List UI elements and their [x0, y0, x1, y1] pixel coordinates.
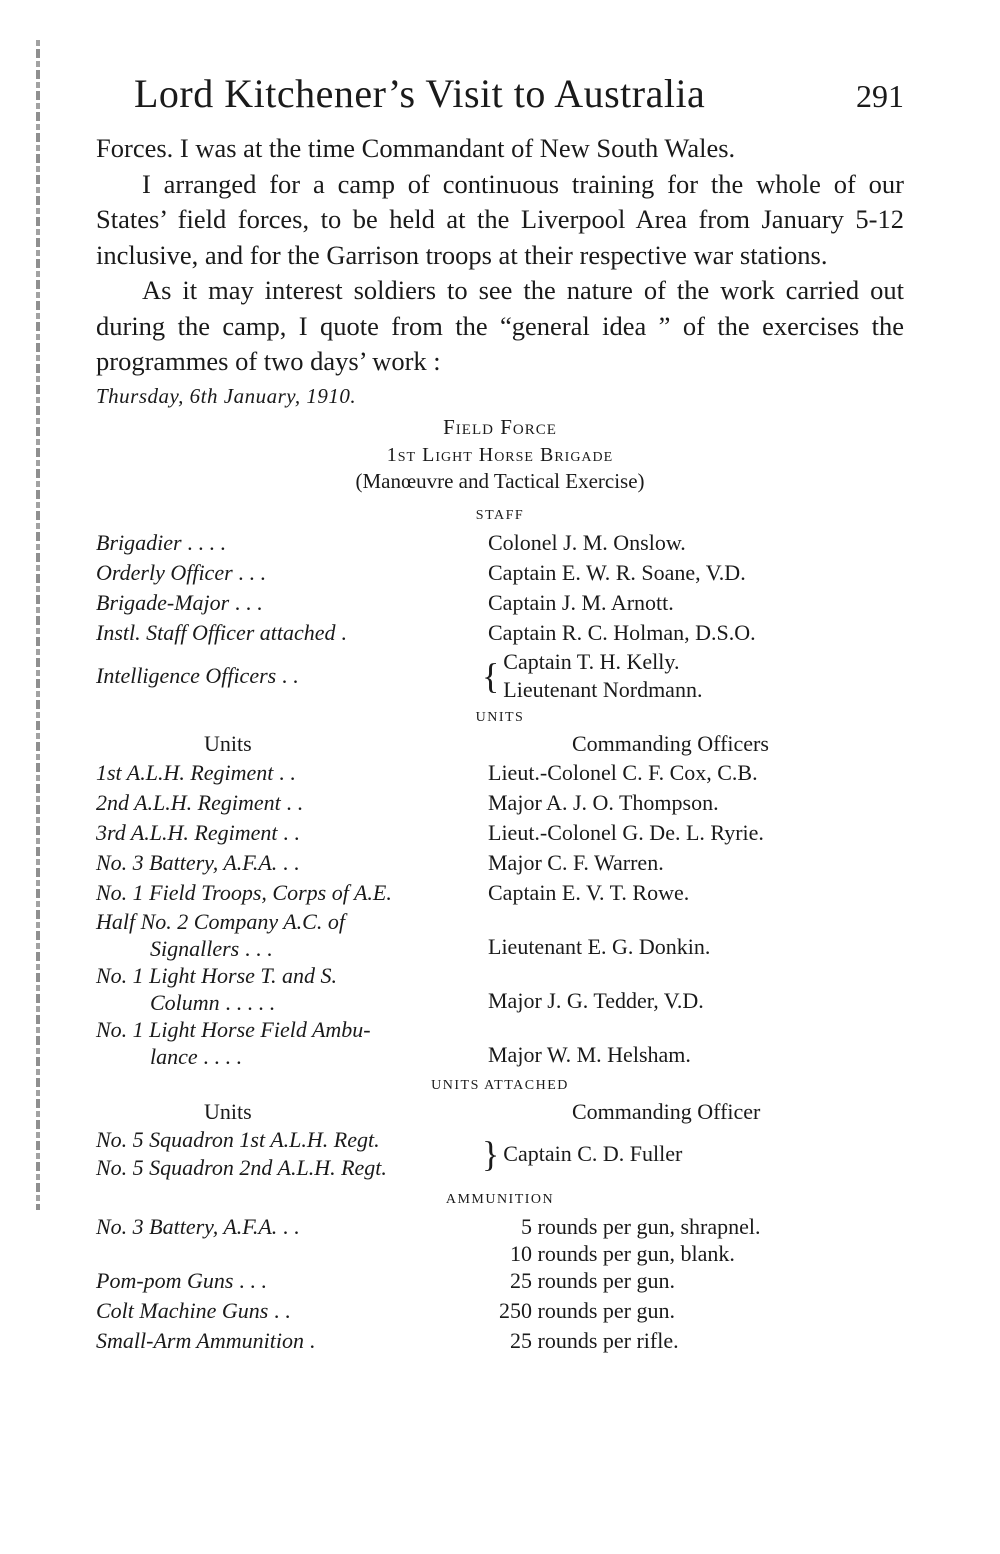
leader-dots: . . .: [229, 589, 263, 615]
unit-officer: Lieutenant E. G. Donkin.: [488, 933, 711, 959]
unit-name-line1: Half No. 2 Company A.C. of: [96, 908, 345, 934]
col-header-officers: Commanding Officers: [572, 730, 769, 756]
ammo-desc: rounds per gun, blank.: [537, 1240, 735, 1266]
attached-column-headers: [96, 1098, 904, 1126]
ammo-item: Pom-pom Guns: [96, 1267, 234, 1293]
unit-name: 3rd A.L.H. Regiment: [96, 819, 278, 845]
ammo-count: 250: [499, 1297, 532, 1323]
unit-name-line2: Column: [150, 989, 220, 1015]
ammo-item: No. 3 Battery, A.F.A.: [96, 1213, 278, 1239]
ammo-desc: rounds per gun.: [537, 1297, 675, 1323]
paragraph-3: As it may interest soldiers to see the nature of the work carried out during the camp, I quote from the “general idea ” of the exercises the programmes of two days’ work :: [96, 275, 904, 376]
col-header-units: Units: [204, 1098, 252, 1124]
heading-ammunition: AMMUNITION: [445, 1191, 555, 1207]
units-column-headers: [96, 730, 904, 758]
unit-row: [96, 818, 904, 848]
unit-name: 1st A.L.H. Regiment: [96, 759, 274, 785]
ammo-count: 10: [510, 1240, 532, 1266]
leader-dots: . .: [280, 789, 303, 815]
col-header-officer: Commanding Officer: [572, 1098, 761, 1124]
ammo-item: Colt Machine Guns: [96, 1297, 269, 1323]
leader-dots: . .: [277, 819, 300, 845]
unit-row-multiline: [96, 908, 904, 962]
paragraph-2: I arranged for a camp of continuous training for the whole of our States’ field forces, to be held at the Liverpool Area from January 5-12 inclusive, and for the Garrison troops at their respective war stations.: [96, 168, 904, 270]
running-header: [134, 70, 904, 117]
leader-dots: . . .: [239, 935, 273, 961]
leader-dots: . .: [276, 662, 299, 688]
unit-name-line1: No. 1 Light Horse T. and S.: [96, 962, 338, 988]
unit-name-line2: Signallers: [150, 935, 240, 961]
staff-role: Brigadier: [96, 529, 182, 555]
unit-officer: Lieut.-Colonel G. De. L. Ryrie.: [488, 819, 764, 845]
staff-row: [96, 618, 904, 648]
heading-brigade: 1st Light Horse Brigade: [386, 443, 614, 466]
staff-table: [96, 528, 904, 704]
ammo-row: [96, 1242, 904, 1266]
leader-dots: . . .: [233, 1267, 267, 1293]
attached-unit: No. 5 Squadron 1st A.L.H. Regt.: [96, 1126, 380, 1152]
unit-officer: Major C. F. Warren.: [488, 849, 664, 875]
attached-officer: Captain C. D. Fuller: [503, 1140, 683, 1166]
ammo-row: [96, 1326, 904, 1356]
heading-staff: STAFF: [475, 507, 525, 523]
page-title: Lord Kitchener’s Visit to Australia: [134, 71, 706, 116]
staff-name: Captain E. W. R. Soane, V.D.: [488, 559, 746, 585]
unit-name: 2nd A.L.H. Regiment: [96, 789, 281, 815]
brace-glyph: }: [482, 1133, 500, 1174]
heading-exercise: (Manœuvre and Tactical Exercise): [355, 468, 645, 493]
staff-name: Captain T. H. Kelly.: [503, 648, 680, 674]
ammo-item: Small-Arm Ammunition: [96, 1327, 304, 1353]
staff-row: [96, 588, 904, 618]
unit-row: [96, 758, 904, 788]
unit-row-multiline: [96, 1016, 904, 1070]
leader-dots: . .: [268, 1297, 291, 1323]
units-table: [96, 758, 904, 1070]
leader-dots: . . .: [232, 559, 266, 585]
staff-row: [96, 558, 904, 588]
scan-gutter-edge: [36, 40, 40, 1210]
unit-name-line1: No. 1 Light Horse Field Ambu-: [96, 1016, 371, 1042]
unit-officer: Captain E. V. T. Rowe.: [488, 879, 690, 905]
ammo-count: 25: [510, 1267, 532, 1293]
ammo-count: 5: [521, 1213, 532, 1239]
heading-units: UNITS: [475, 709, 525, 725]
ammo-row: [96, 1296, 904, 1326]
unit-name-line2: lance: [150, 1043, 198, 1069]
attached-unit: No. 5 Squadron 2nd A.L.H. Regt.: [96, 1154, 387, 1180]
leader-dots: . .: [277, 1213, 300, 1239]
attached-row: [96, 1126, 904, 1182]
ammo-count: 25: [510, 1327, 532, 1353]
staff-role: Brigade-Major: [96, 589, 230, 615]
unit-row: [96, 788, 904, 818]
staff-role: Intelligence Officers: [96, 662, 277, 688]
staff-name: Lieutenant Nordmann.: [503, 676, 703, 702]
leader-dots: . . . .: [181, 529, 226, 555]
ammo-desc: rounds per gun.: [537, 1267, 675, 1293]
unit-officer: Major A. J. O. Thompson.: [488, 789, 719, 815]
heading-units-attached: UNITS ATTACHED: [431, 1077, 569, 1093]
staff-name: Captain R. C. Holman, D.S.O.: [488, 619, 756, 645]
leader-dots: .: [335, 619, 347, 645]
leader-dots: . . . .: [197, 1043, 242, 1069]
unit-officer: Major J. G. Tedder, V.D.: [488, 987, 704, 1013]
col-header-units: Units: [204, 730, 252, 756]
heading-field-force: Field Force: [443, 414, 557, 439]
staff-name: Colonel J. M. Onslow.: [488, 529, 686, 555]
unit-row: [96, 848, 904, 878]
unit-name: No. 1 Field Troops, Corps of A.E.: [96, 879, 392, 905]
book-page: [96, 70, 904, 1356]
staff-row: [96, 528, 904, 558]
ammo-desc: rounds per gun, shrapnel.: [537, 1213, 761, 1239]
unit-row-multiline: [96, 962, 904, 1016]
unit-officer: Lieut.-Colonel C. F. Cox, C.B.: [488, 759, 758, 785]
staff-role: Instl. Staff Officer attached: [96, 619, 336, 645]
leader-dots: .: [303, 1327, 315, 1353]
staff-row-intelligence: [96, 648, 904, 704]
leader-dots: . .: [273, 759, 296, 785]
unit-row: [96, 878, 904, 908]
leader-dots: . .: [277, 849, 300, 875]
unit-officer: Major W. M. Helsham.: [488, 1041, 691, 1067]
unit-name: No. 3 Battery, A.F.A.: [96, 849, 278, 875]
dateline: Thursday, 6th January, 1910.: [96, 383, 357, 408]
leader-dots: . . . . .: [219, 989, 275, 1015]
ammunition-table: [96, 1212, 904, 1356]
brace-glyph: {: [482, 655, 500, 696]
staff-role: Orderly Officer: [96, 559, 233, 585]
ammo-row: [96, 1212, 904, 1242]
ammo-desc: rounds per rifle.: [537, 1327, 679, 1353]
ammo-row: [96, 1266, 904, 1296]
staff-name: Captain J. M. Arnott.: [488, 589, 674, 615]
paragraph-1: Forces. I was at the time Commandant of New South Wales.: [96, 133, 736, 163]
page-number: 291: [856, 78, 904, 114]
